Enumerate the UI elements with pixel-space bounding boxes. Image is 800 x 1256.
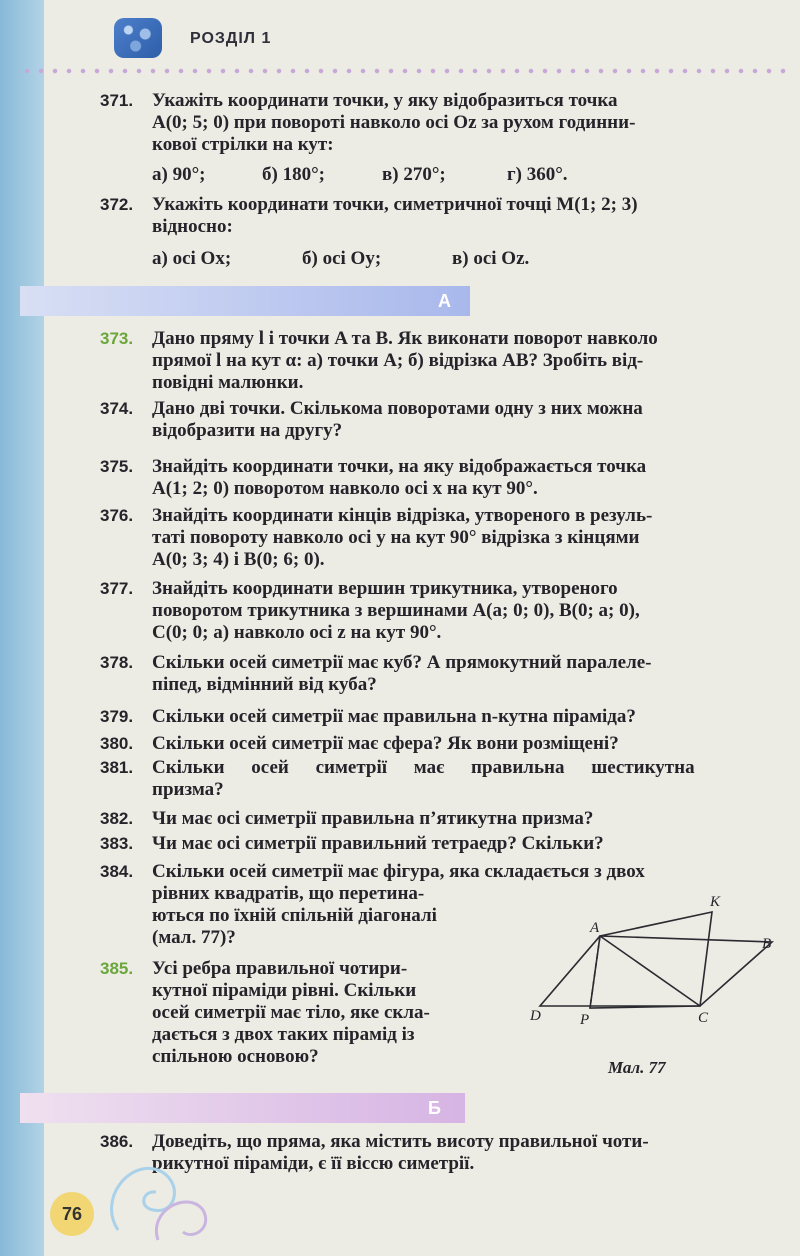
problem-line: відобразити на другу? — [152, 420, 343, 441]
problem-line: кутної піраміди рівні. Скільки — [152, 980, 417, 1001]
dotted-divider — [20, 68, 790, 74]
problem-line: A(1; 2; 0) поворотом навколо осі x на кут 90°. — [152, 478, 538, 499]
problem-line: Знайдіть координати вершин трикутника, утвореного — [152, 578, 618, 599]
problem-line: дається з двох таких пірамід із — [152, 1024, 415, 1045]
problem-line: рівних квадратів, що перетина- — [152, 883, 425, 904]
problem-number: 375. — [100, 457, 134, 476]
problem-line: спільною основою? — [152, 1046, 319, 1067]
problem-line: Скільки осей симетрії має фігура, яка складається з двох — [152, 861, 645, 882]
point-label-c: C — [698, 1010, 709, 1026]
problem-number: 373. — [100, 329, 134, 348]
problem-line: відносно: — [152, 216, 233, 237]
problem-text — [152, 757, 782, 801]
problem-line: повідні малюнки. — [152, 372, 304, 393]
point-label-p: P — [580, 1012, 590, 1028]
problem-line: Доведіть, що пряма, яка містить висоту правильної чоти- — [152, 1131, 649, 1152]
answer-option: б) 180°; — [262, 164, 326, 185]
problem-line: Знайдіть координати кінців відрізка, утвореного в резуль- — [152, 505, 653, 526]
problem-line: Укажіть координати точки, симетричної точці M(1; 2; 3) — [152, 194, 638, 215]
problem-line: поворотом трикутника з вершинами A(a; 0; 0), B(0; a; 0), — [152, 600, 640, 621]
point-label-d: D — [530, 1008, 541, 1024]
problem-text — [152, 328, 782, 394]
problem-line: Чи має осі симетрії правильний тетраедр? Скільки? — [152, 833, 604, 854]
problem-number: 379. — [100, 707, 134, 726]
problem-text — [152, 578, 782, 644]
page-number: 76 — [50, 1192, 94, 1236]
problem-line: Скільки осей симетрії має куб? А прямокутний паралеле- — [152, 652, 652, 673]
problem-number: 374. — [100, 399, 134, 418]
problem-number: 382. — [100, 809, 134, 828]
problem-line: C(0; 0; a) навколо осі z на кут 90°. — [152, 622, 442, 643]
problem-line: Знайдіть координати точки, на яку відображається точка — [152, 456, 647, 477]
problem-line: призма? — [152, 779, 224, 800]
problem-line: Скільки осей симетрії має правильна шестикутна — [152, 757, 695, 778]
problem-line: A(0; 3; 4) і B(0; 6; 0). — [152, 549, 325, 570]
problem-number: 383. — [100, 834, 134, 853]
problem-number: 377. — [100, 579, 134, 598]
answer-option: в) осі Oz. — [452, 248, 530, 269]
problem-line: Дано пряму l і точки A та B. Як виконати поворот навколо — [152, 328, 658, 349]
problem-number: 376. — [100, 506, 134, 525]
section-icon — [114, 18, 162, 58]
decorative-swirl — [98, 1140, 218, 1250]
problem-text — [152, 505, 782, 571]
problem-text — [152, 808, 782, 830]
answer-option: а) осі Ox; — [152, 248, 232, 269]
problem-line: Чи має осі симетрії правильна п’ятикутна призма? — [152, 808, 594, 829]
band-letter: А — [438, 291, 451, 311]
point-label-a: A — [590, 920, 600, 936]
problem-text — [152, 733, 782, 755]
problem-number: 386. — [100, 1132, 134, 1151]
point-label-b: B — [762, 936, 772, 952]
answer-option: б) осі Oy; — [302, 248, 382, 269]
problem-line: осей симетрії має тіло, яке скла- — [152, 1002, 430, 1023]
problem-text — [152, 90, 782, 156]
problem-line: рикутної піраміди, є її віссю симетрії. — [152, 1153, 475, 1174]
section-label: РОЗДІЛ 1 — [190, 30, 272, 47]
figure-caption: Мал. 77 — [608, 1058, 666, 1077]
answer-option: г) 360°. — [507, 164, 568, 185]
common-diagonal-ac — [600, 936, 700, 1006]
answer-option: а) 90°; — [152, 164, 206, 185]
level-band-b — [20, 1093, 465, 1123]
problem-number: 384. — [100, 862, 134, 881]
problem-line: Усі ребра правильної чотири- — [152, 958, 408, 979]
problem-number: 381. — [100, 758, 134, 777]
problem-number: 385. — [100, 959, 134, 978]
problem-number: 378. — [100, 653, 134, 672]
problem-line: Дано дві точки. Скількома поворотами одну з них можна — [152, 398, 643, 419]
problem-text — [152, 1131, 782, 1175]
problem-line: Скільки осей симетрії має правильна n-кутна піраміда? — [152, 706, 636, 727]
problem-text — [152, 652, 782, 696]
problem-line: таті повороту навколо осі y на кут 90° відрізка з кінцями — [152, 527, 640, 548]
problem-line: прямої l на кут α: а) точки A; б) відрізка AB? Зробіть від- — [152, 350, 644, 371]
problem-number: 372. — [100, 195, 134, 214]
answer-option: в) 270°; — [382, 164, 446, 185]
problem-line: A(0; 5; 0) при повороті навколо осі Oz за рухом годинни- — [152, 112, 636, 133]
problem-text — [152, 398, 782, 442]
problem-number: 371. — [100, 91, 134, 110]
problem-text — [152, 706, 782, 728]
square-abcd — [540, 936, 772, 1006]
problem-line: (мал. 77)? — [152, 927, 236, 948]
point-label-k: K — [710, 894, 721, 910]
problem-line: Укажіть координати точки, у яку відобразиться точка — [152, 90, 618, 111]
problem-text — [152, 194, 782, 238]
square-akcp — [590, 912, 712, 1008]
problem-number: 380. — [100, 734, 134, 753]
problem-line: піпед, відмінний від куба? — [152, 674, 377, 695]
problem-line: кової стрілки на кут: — [152, 134, 334, 155]
problem-text — [152, 456, 782, 500]
problem-line: ються по їхній спільній діагоналі — [152, 905, 437, 926]
figure-77-diagram — [520, 890, 790, 1030]
level-band-a — [20, 286, 470, 316]
band-letter: Б — [428, 1098, 441, 1118]
problem-line: Скільки осей симетрії має сфера? Як вони розміщені? — [152, 733, 619, 754]
problem-text — [152, 833, 782, 855]
